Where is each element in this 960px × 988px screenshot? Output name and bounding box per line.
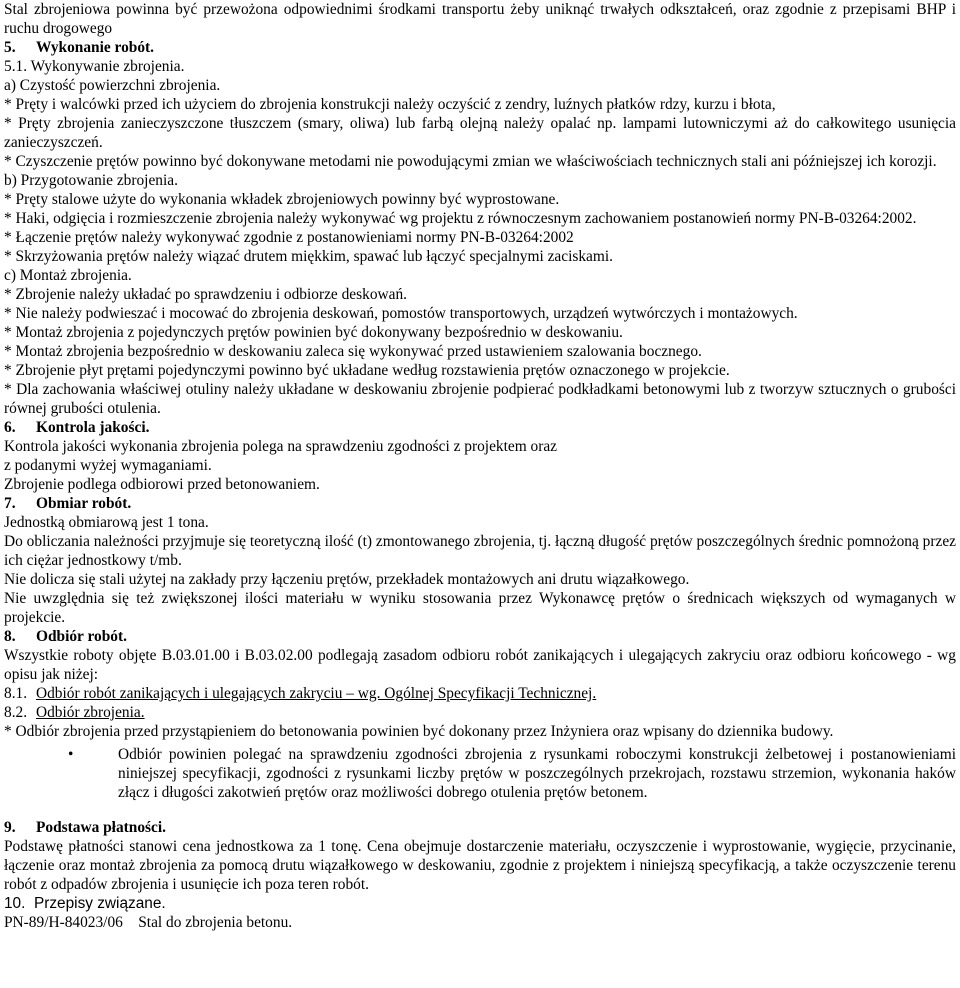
section-5-number: 5. (4, 39, 16, 56)
item-c2: * Nie należy podwieszać i mocować do zbrojenia deskowań, pomostów transportowych, urządzeń wytwórczych i montażowych. (4, 305, 798, 322)
item-c5: * Zbrojenie płyt prętami pojedynczymi powinno być układane według rozstawienia prętów oznaczonego w projekcie. (4, 362, 730, 379)
section-8-title: Odbiór robót. (36, 628, 127, 645)
section-6-number: 6. (4, 419, 16, 436)
section-8-bullet-text: Odbiór powinien polegać na sprawdzeniu zgodności zbrojenia z rysunkami roboczymi konstrukcji żelbetowej i postanowieniami niniejszej specyfikacji, zgodności z rysunkami liczby prętów w poszczególnych przekrojach, rozstawu strzemion, wykonania haków złącz i długości zakotwień prętów oraz możliwości dobrego otulenia prętów betonem. (118, 746, 956, 801)
subsection-8-1 (4, 684, 956, 703)
item-b3: * Łączenie prętów należy wykonywać zgodnie z postanowieniami normy PN-B-03264:2002 (4, 229, 574, 246)
subsection-c-title: c) Montaż zbrojenia. (4, 267, 132, 284)
intro-paragraph: Stal zbrojeniowa powinna być przewożona odpowiednimi środkami transportu żeby uniknąć trwałych odkształceń, oraz zgodnie z przepisami BHP i ruchu drogowego (4, 1, 956, 37)
section-9-para-1: Podstawę płatności stanowi cena jednostkowa za 1 tonę. Cena obejmuje dostarczenie materiału, oczyszczenie i wyprostowanie, wygięcie, przycinanie, łączenie oraz montaż zbrojenia za pomocą drutu wiązałkowego w deskowaniu, zgodnie z projektem i niniejszą specyfikacją, a także oczyszczenie terenu robót z odpadów zbrojenia i usunięcie ich poza teren robót. (4, 838, 956, 893)
item-c4: * Montaż zbrojenia bezpośrednio w deskowaniu zaleca się wykonywać przed ustawieniem szalowania bocznego. (4, 343, 702, 360)
section-7-para-1: Jednostką obmiarową jest 1 tona. (4, 514, 209, 531)
item-b1: * Pręty stalowe użyte do wykonania wkładek zbrojeniowych powinny być wyprostowane. (4, 191, 560, 208)
section-8-para-2: * Odbiór zbrojenia przed przystąpieniem do betonowania powinien być dokonany przez Inżyniera oraz wpisany do dziennika budowy. (4, 723, 834, 740)
section-9-heading (4, 818, 956, 837)
section-8-heading (4, 627, 956, 646)
section-10-heading: 10. Przepisy związane. (4, 895, 166, 912)
section-9-number: 9. (4, 819, 16, 836)
section-7-title: Obmiar robót. (36, 495, 132, 512)
section-9-title: Podstawa płatności. (36, 819, 166, 836)
bullet-marker: • (68, 746, 74, 763)
subsection-8-2-text: Odbiór zbrojenia. (36, 704, 145, 721)
subsection-a-title: a) Czystość powierzchni zbrojenia. (4, 77, 221, 94)
subsection-8-2-number: 8.2. (4, 704, 28, 721)
section-7-heading (4, 494, 956, 513)
subsection-8-2 (4, 703, 956, 722)
subsection-8-1-number: 8.1. (4, 685, 28, 702)
section-7-para-3: Nie dolicza się stali użytej na zakłady przy łączeniu prętów, przekładek montażowych ani drutu wiązałkowego. (4, 571, 690, 588)
section-6-para-2: z podanymi wyżej wymaganiami. (4, 457, 212, 474)
item-c6: * Dla zachowania właściwej otuliny należy układane w deskowaniu zbrojenie podpierać podkładkami betonowymi lub z tworzyw sztucznych o grubości równej grubości otulenia. (4, 381, 956, 417)
section-7-number: 7. (4, 495, 16, 512)
section-7-para-2: Do obliczania należności przyjmuje się teoretyczną ilość (t) zmontowanego zbrojenia, tj. łączną długość prętów poszczególnych średnic pomnożoną przez ich ciężar jednostkowy t/mb. (4, 533, 956, 569)
item-a2: * Pręty zbrojenia zanieczyszczone tłuszczem (smary, oliwa) lub farbą olejną należy opalać np. lampami lutowniczymi aż do całkowitego usunięcia zanieczyszczeń. (4, 115, 956, 151)
subsection-8-1-text: Odbiór robót zanikających i ulegających zakryciu – wg. Ogólnej Specyfikacji Technicznej. (36, 685, 597, 702)
section-6-title: Kontrola jakości. (36, 419, 150, 436)
section-8-number: 8. (4, 628, 16, 645)
section-6-heading (4, 418, 956, 437)
section-5-title: Wykonanie robót. (36, 39, 155, 56)
section-7-para-4: Nie uwzględnia się też zwiększonej ilości materiału w wyniku stosowania przez Wykonawcę prętów o średnicach większych od wymaganych w projekcie. (4, 590, 956, 626)
subsection-b-title: b) Przygotowanie zbrojenia. (4, 172, 178, 189)
section-6-para-3: Zbrojenie podlega odbiorowi przed betonowaniem. (4, 476, 320, 493)
spacer (4, 802, 956, 818)
item-b4: * Skrzyżowania prętów należy wiązać drutem miękkim, spawać lub łączyć specjalnymi zaciskami. (4, 248, 613, 265)
item-c3: * Montaż zbrojenia z pojedynczych prętów powinien być dokonywany bezpośrednio w deskowaniu. (4, 324, 623, 341)
subsection-5-1: 5.1. Wykonywanie zbrojenia. (4, 58, 185, 75)
section-6-para-1: Kontrola jakości wykonania zbrojenia polega na sprawdzeniu zgodności z projektem oraz (4, 438, 558, 455)
section-8-para-1: Wszystkie roboty objęte B.03.01.00 i B.03.02.00 podlegają zasadom odbioru robót zanikających i ulegających zakryciu oraz odbioru końcowego - wg opisu jak niżej: (4, 647, 956, 683)
item-c1: * Zbrojenie należy układać po sprawdzeniu i odbiorze deskowań. (4, 286, 408, 303)
section-10-reference: PN-89/H-84023/06 Stal do zbrojenia betonu. (4, 914, 293, 931)
item-b2: * Haki, odgięcia i rozmieszczenie zbrojenia należy wykonywać wg projektu z równoczesnym zachowaniem postanowień normy PN-B-03264:2002. (4, 210, 917, 227)
item-a1: * Pręty i walcówki przed ich użyciem do zbrojenia konstrukcji należy oczyścić z zendry, luźnych płatków rdzy, kurzu i błota, (4, 96, 776, 113)
section-5-heading (4, 38, 956, 57)
item-a3: * Czyszczenie prętów powinno być dokonywane metodami nie powodującymi zmian we właściwościach technicznych stali ani późniejszej ich korozji. (4, 153, 937, 170)
section-8-bullet-item (68, 745, 956, 802)
